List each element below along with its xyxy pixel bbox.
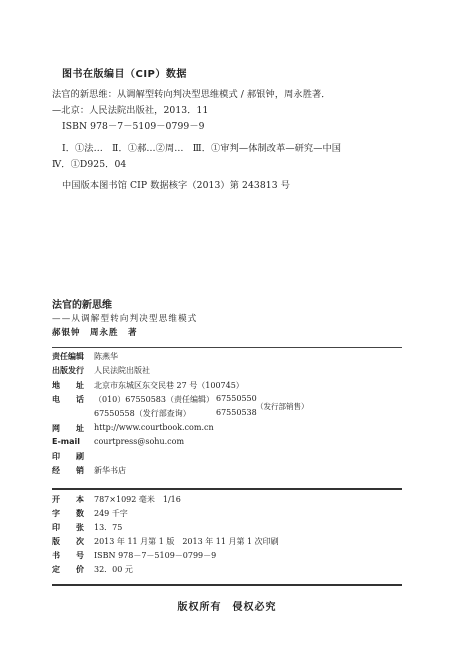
info-label: 地 址 [52, 381, 84, 390]
spec-label: 书 号 [52, 551, 84, 560]
spec-value: 32．00 元 [94, 565, 133, 574]
info-label: 电 话 [52, 395, 84, 404]
info-value: courtpress@sohu.com [94, 437, 185, 446]
spec-label: 开 本 [52, 495, 84, 504]
phone-number-sales-1: 67550550 [216, 394, 257, 403]
info-value: 67550558（发行部查询） [94, 409, 191, 418]
info-label: E-mail [52, 437, 81, 446]
info-label: 出版发行 [52, 366, 84, 375]
spec-label: 定 价 [52, 565, 84, 574]
phone-number-sales-2: 67550538 [216, 408, 257, 417]
info-value: 陈燕华 [94, 352, 118, 361]
spec-label: 印 张 [52, 523, 84, 532]
spec-value: 2013 年 11 月第 1 版 2013 年 11 月第 1 次印刷 [94, 537, 279, 546]
cip-line-record-number: 中国版本图书馆 CIP 数据核字（2013）第 243813 号 [62, 180, 290, 191]
cip-line-publisher: —北京：人民法院出版社，2013．11 [52, 105, 209, 116]
info-label: 经 销 [52, 466, 84, 475]
info-value: 北京市东城区东交民巷 27 号（100745） [94, 381, 244, 390]
divider-bottom [52, 584, 402, 586]
cip-heading: 图书在版编目（CIP）数据 [62, 69, 187, 80]
divider-top [52, 347, 402, 348]
info-label: 网 址 [52, 424, 84, 433]
cip-line-isbn: ISBN 978－7－5109－0799－9 [62, 121, 205, 132]
spec-label: 字 数 [52, 509, 84, 518]
spec-value: ISBN 978－7－5109－0799－9 [94, 551, 217, 560]
book-title: 法官的新思维 [52, 300, 112, 311]
cip-line-subjects: Ⅰ．①法… Ⅱ．①郝…②周… Ⅲ．①审判—体制改革—研究—中国 [62, 143, 342, 154]
info-value: http://www.courtbook.com.cn [94, 423, 214, 432]
book-subtitle: ——从调解型转向判决型思维模式 [52, 314, 198, 324]
info-value: （010）67550583（责任编辑） [94, 395, 214, 404]
spec-value: 249 千字 [94, 509, 128, 518]
spec-label: 版 次 [52, 537, 84, 546]
copyright-notice: 版权所有 侵权必究 [177, 602, 277, 613]
info-label: 责任编辑 [52, 352, 84, 361]
divider-middle [52, 488, 402, 490]
info-value: 人民法院出版社 [94, 366, 150, 375]
spec-value: 787×1092 毫米 1/16 [94, 495, 181, 504]
cip-line-classification: Ⅳ．①D925．04 [52, 159, 127, 170]
book-authors: 郝银钟 周永胜 著 [52, 328, 138, 338]
info-value: 新华书店 [94, 466, 126, 475]
cip-line-title: 法官的新思维：从调解型转向判决型思维模式 / 郝银钟，周永胜著． [52, 89, 331, 100]
info-label: 印 刷 [52, 452, 84, 461]
spec-value: 13．75 [94, 523, 123, 532]
phone-note-sales: （发行部销售） [256, 402, 309, 411]
